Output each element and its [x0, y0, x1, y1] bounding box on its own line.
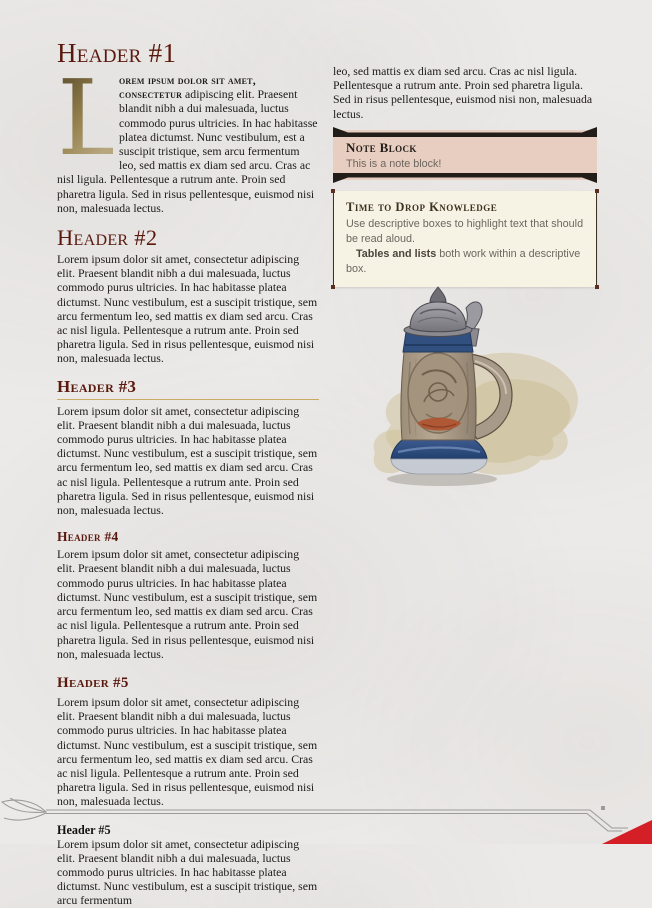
heading-6: Header #5 [57, 822, 111, 837]
note-block-body: This is a note block! [346, 157, 442, 170]
corner-dot-icon [331, 285, 335, 289]
descriptive-box-line2-bold: Tables and lists [356, 247, 437, 260]
heading-1: Header #1 [57, 38, 177, 68]
heading-5: Header #5 [57, 674, 129, 691]
stein-lid [410, 302, 466, 332]
descriptive-box-body [346, 217, 584, 277]
heading-3: Header #3 [57, 378, 319, 400]
note-block [333, 130, 597, 180]
note-top-bar [333, 127, 597, 137]
lead-paragraph [57, 57, 319, 215]
footer-ornament [0, 798, 652, 844]
body-paragraph: Lorem ipsum dolor sit amet, consectetur adipiscing elit. Praesent blandit nibh a dui malesuada, luctus commodo purus ultricies. In hac habitasse platea dictumst. Nunc vestibulum, est a suscipit tristique, sem arcu fermentum leo, sed mattis ex diam sed arcu. Cras ac nisl ligula. Pellentesque a rutrum ante. Proin sed pharetra ligula. Sed in risus pellentesque, euismod nisi non, malesuada lectus. [57, 252, 318, 366]
stein-finial [430, 287, 446, 302]
heading-4: Header #4 [57, 529, 119, 545]
note-bottom-bar [333, 173, 597, 183]
beer-stein-image [362, 280, 596, 492]
lead-rest: adipiscing elit. Praesent blandit nibh a dui malesuada, luctus commodo purus ultricies. In hac habitasse platea dictumst. Nunc vestibulum, est a suscipit tristique, sem arcu fermentum leo, sed mattis ex diam sed arcu. Cras ac nisl ligula. Pellentesque a rutrum ante. Proin sed pharetra ligula. Sed in risus pellentesque, euismod nisi non, malesuada lectus. [57, 87, 318, 215]
left-column [57, 40, 319, 908]
red-corner-triangle [602, 820, 652, 844]
descriptive-box [333, 191, 597, 287]
corner-dot-icon [331, 189, 335, 193]
drop-cap: L [57, 57, 127, 179]
corner-dot-icon [595, 189, 599, 193]
body-paragraph: Lorem ipsum dolor sit amet, consectetur adipiscing elit. Praesent blandit nibh a dui malesuada, luctus commodo purus ultricies. In hac habitasse platea dictumst. Nunc vestibulum, est a suscipit tristique, sem arcu fermentum leo, sed mattis ex diam sed arcu. Cras ac nisl ligula. Pellentesque a rutrum ante. Proin sed pharetra ligula. Sed in risus pellentesque, euismod nisi non, malesuada lectus. [57, 694, 318, 809]
descriptive-box-line1: Use descriptive boxes to highlight text that should be read aloud. [346, 217, 584, 245]
body-paragraph: Lorem ipsum dolor sit amet, consectetur adipiscing elit. Praesent blandit nibh a dui malesuada, luctus commodo purus ultricies. In hac habitasse platea dictumst. Nunc vestibulum, est a suscipit tristique, sem arcu fermentum leo, sed mattis ex diam sed arcu. Cras ac nisl ligula. Pellentesque a rutrum ante. Proin sed pharetra ligula. Sed in risus pellentesque, euismod nisi non, malesuada lectus. [57, 547, 318, 661]
descriptive-box-title: Time to Drop Knowledge [346, 199, 498, 214]
lead-small-caps: orem ipsum dolor sit amet, consectetur [119, 73, 256, 102]
descriptive-box-line2: Tables and lists both work within a descriptive box. [346, 247, 581, 275]
truncated-paragraph: Lorem ipsum dolor sit amet, consectetur adipiscing elit. Praesent blandit nibh a dui malesuada, luctus commodo purus ultricies. In hac habitasse platea dictumst. Nunc vestibulum, est a suscipit tristique, sem arcu fermentum [57, 836, 318, 908]
right-column [333, 64, 597, 287]
note-block-title: Note Block [346, 139, 417, 155]
heading-2: Header #2 [57, 225, 158, 251]
continuation-paragraph: leo, sed mattis ex diam sed arcu. Cras ac nisl ligula. Pellentesque a rutrum ante. Proin sed pharetra ligula. Sed in risus pellentesque, euismod nisi non, malesuada lectus. [333, 64, 593, 121]
body-paragraph: Lorem ipsum dolor sit amet, consectetur adipiscing elit. Praesent blandit nibh a dui malesuada, luctus commodo purus ultricies. In hac habitasse platea dictumst. Nunc vestibulum, est a suscipit tristique, sem arcu fermentum leo, sed mattis ex diam sed arcu. Cras ac nisl ligula. Pellentesque a rutrum ante. Proin sed pharetra ligula. Sed in risus pellentesque, euismod nisi non, malesuada lectus. [57, 403, 318, 518]
